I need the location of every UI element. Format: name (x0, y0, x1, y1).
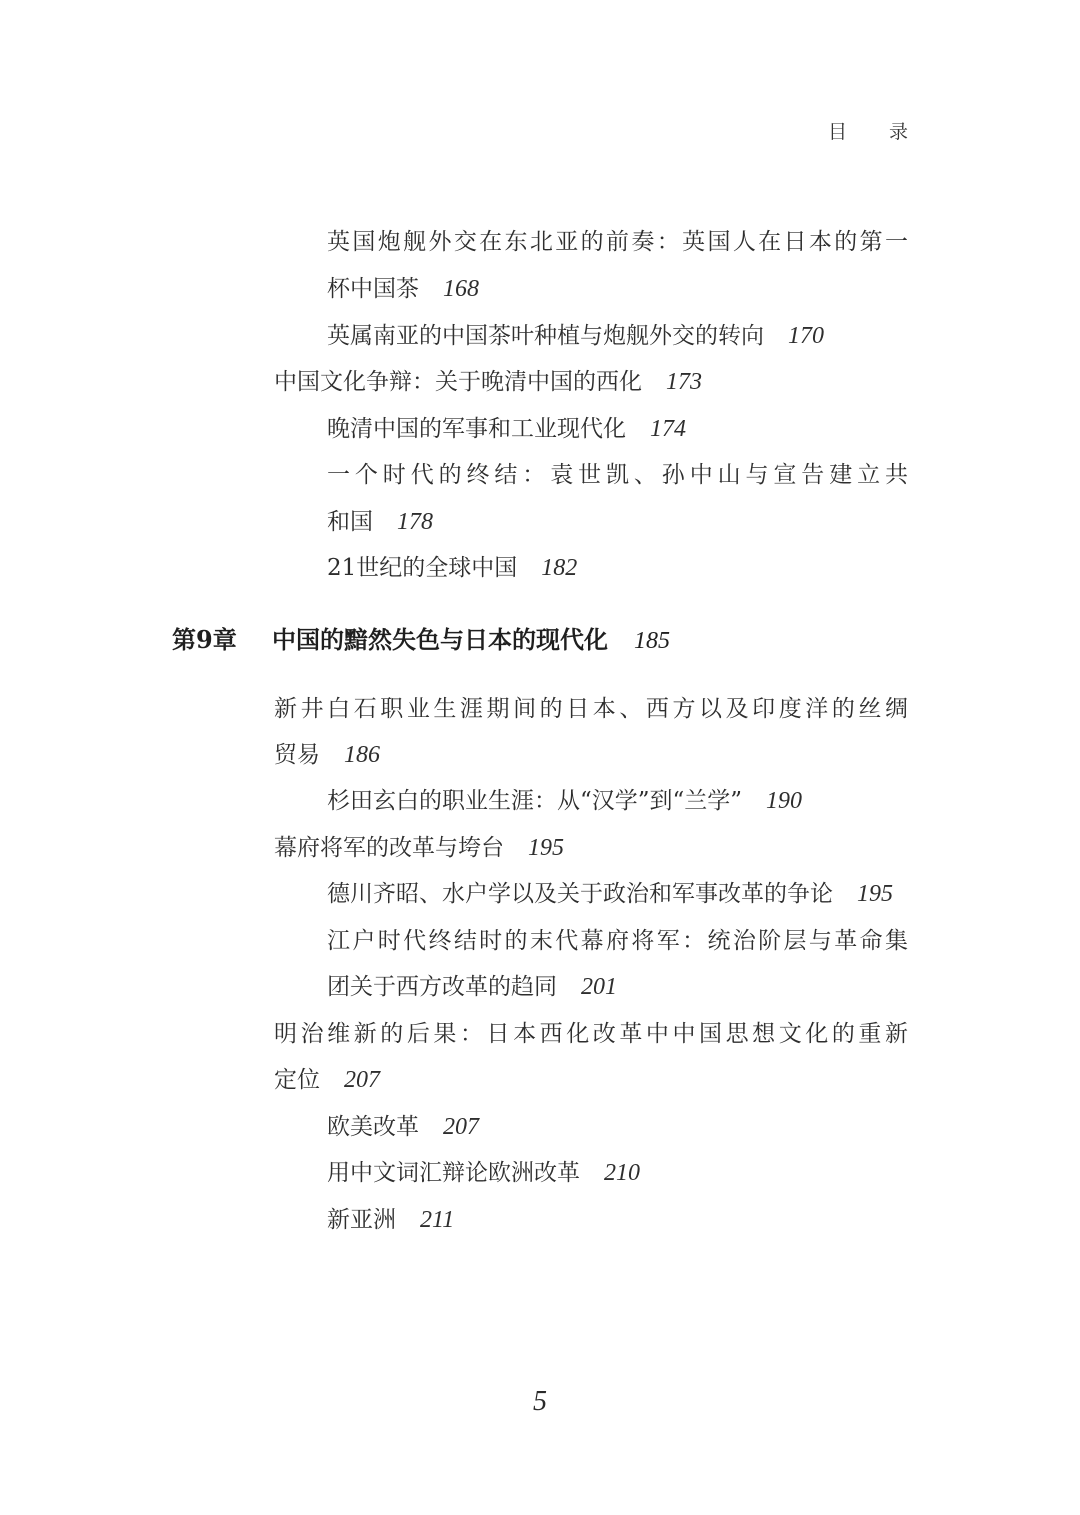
toc-entry (327, 545, 908, 592)
toc-entry-page: 195 (857, 881, 893, 907)
toc-entry-title: 定位 (274, 1067, 320, 1093)
toc-entry (327, 406, 908, 453)
toc-entry-title: 和国 (327, 509, 373, 535)
toc-entry-title: 杉田玄白的职业生涯：从“汉学”到“兰学” (327, 788, 743, 814)
toc-entry (274, 1011, 908, 1058)
toc-entry-page: 207 (344, 1067, 380, 1093)
toc-entry-title: 欧美改革 (327, 1114, 419, 1140)
toc-entry-title: 明治维新的后果：日本西化改革中中国思想文化的重新 (274, 1021, 908, 1047)
toc-entry (327, 219, 908, 266)
toc-entry-page: 178 (397, 509, 433, 535)
toc-entry (327, 918, 908, 965)
toc-entry-page: 174 (650, 416, 686, 442)
toc-entry-page: 201 (581, 974, 617, 1000)
toc-entry-page: 182 (541, 555, 578, 581)
toc-entry-title: 英属南亚的中国茶叶种植与炮舰外交的转向 (327, 323, 764, 349)
toc-entry-title: 幕府将军的改革与垮台 (274, 835, 504, 861)
toc-entry-page: 173 (666, 369, 702, 395)
toc-entry (327, 964, 908, 1011)
toc-entry-title: 新亚洲 (327, 1207, 396, 1233)
toc-entry (327, 499, 908, 546)
toc-entry-title: 晚清中国的军事和工业现代化 (327, 416, 626, 442)
toc-entry-title: 英国炮舰外交在东北亚的前奏：英国人在日本的第一 (327, 229, 908, 255)
toc-entry-page: 211 (420, 1207, 455, 1233)
toc-entry-title: 新井白石职业生涯期间的日本、西方以及印度洋的丝绸 (274, 696, 908, 722)
toc-entry (327, 871, 908, 918)
toc-entry-title: 一个时代的终结：袁世凯、孙中山与宣告建立共 (327, 462, 908, 488)
toc-entry (327, 778, 908, 825)
toc-entry (274, 732, 908, 779)
page-number: 5 (533, 1386, 547, 1417)
toc-entry-page: 190 (766, 788, 803, 814)
toc-entry-page: 210 (604, 1160, 640, 1186)
toc-entry (327, 452, 908, 499)
toc-entry-page: 186 (344, 742, 380, 768)
toc-entry (327, 266, 908, 313)
toc-entry-title: 江户时代终结时的末代幕府将军：统治阶层与革命集 (327, 928, 908, 954)
toc-entry-title: 德川齐昭、水户学以及关于政治和军事改革的争论 (327, 881, 833, 907)
toc-entry (327, 1197, 908, 1244)
toc-entry (327, 1150, 908, 1197)
toc-entry-page: 195 (528, 835, 564, 861)
toc-entry (274, 825, 908, 872)
toc-entry (327, 1104, 908, 1151)
toc-entry (274, 686, 908, 733)
running-head: 目 录 (827, 121, 926, 143)
chapter-number: 第9章 (172, 625, 237, 654)
toc-entry-title: 21世纪的全球中国 (327, 555, 518, 581)
chapter-title: 中国的黯然失色与日本的现代化 (272, 625, 608, 654)
toc-entry-page: 168 (443, 276, 479, 302)
toc-entry (327, 313, 908, 360)
chapter-page: 185 (634, 628, 670, 654)
toc-entry-title: 中国文化争辩：关于晚清中国的西化 (274, 369, 642, 395)
toc-entry-page: 207 (443, 1114, 479, 1140)
toc-entry (274, 1057, 908, 1104)
toc-entry-title: 用中文词汇辩论欧洲改革 (327, 1160, 580, 1186)
toc-entry-page: 170 (788, 323, 824, 349)
toc-entry-title: 贸易 (274, 742, 320, 768)
toc-entry-title: 杯中国茶 (327, 276, 419, 302)
toc-entry (274, 359, 908, 406)
toc-entry-title: 团关于西方改革的趋同 (327, 974, 557, 1000)
chapter-heading (172, 620, 670, 655)
